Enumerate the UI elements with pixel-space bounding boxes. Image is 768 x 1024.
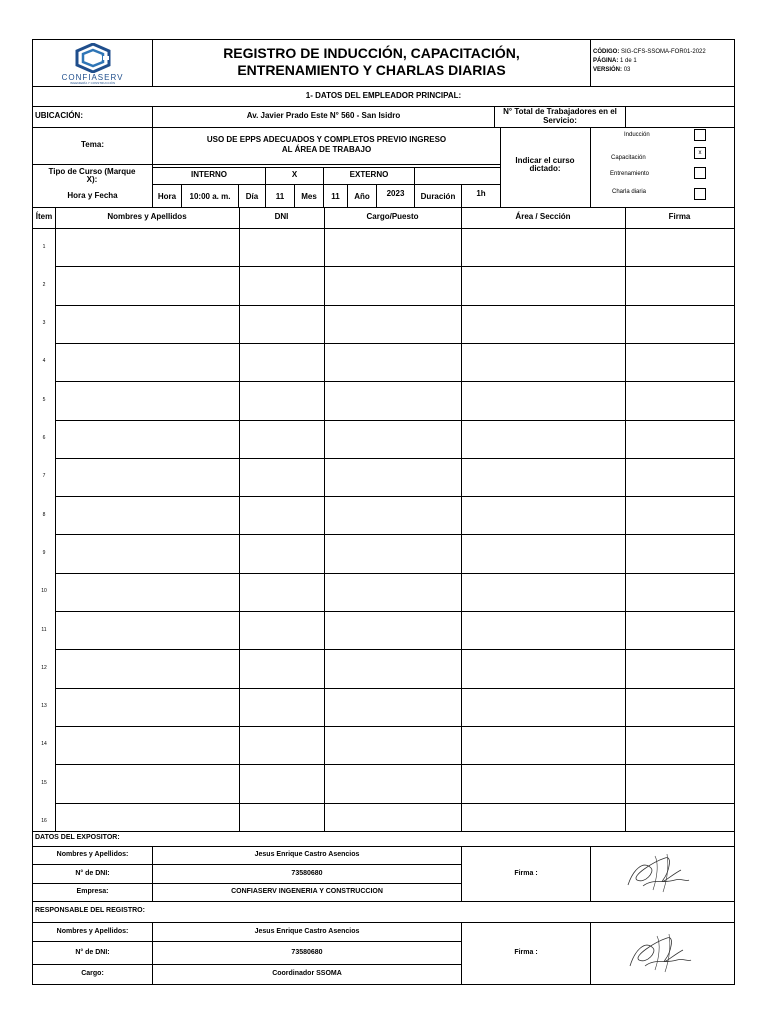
duracion-label: Duración [420,192,456,202]
header-col-nombres: Nombres y Apellidos [107,212,187,222]
cell-firma[interactable] [625,649,734,687]
cell-firma[interactable] [625,458,734,496]
hora-label: Hora [157,192,177,202]
logo-tagline: INGENIERÍA Y CONSTRUCCIÓN [69,81,116,85]
cell-nombres[interactable] [55,611,239,649]
total-trabajadores-value[interactable] [626,106,734,127]
header-col-item: Ítem [35,212,53,222]
cell-firma[interactable] [625,573,734,611]
cell-area[interactable] [461,764,625,802]
cell-firma[interactable] [625,381,734,419]
responsable-nombres-label: Nombres y Apellidos: [56,927,129,935]
expositor-firma-label: Firma : [514,869,538,877]
cell-firma[interactable] [625,266,734,304]
expositor-dni-label: N° de DNI: [75,869,110,877]
responsable-dni-value[interactable]: 73580680 [291,948,323,956]
cell-cargo[interactable] [324,726,461,764]
expositor-empresa-label: Empresa: [76,888,109,896]
form-title-line1: REGISTRO DE INDUCCIÓN, CAPACITACIÓN, [223,45,520,61]
expositor-nombres-label: Nombres y Apellidos: [56,851,129,859]
cell-dni[interactable] [239,305,324,343]
ubicacion-label: UBICACIÓN: [35,111,83,121]
confiaserv-logo-icon [63,43,123,73]
cell-area[interactable] [461,534,625,572]
curso-checkbox-capacitacion[interactable]: x [694,147,706,159]
cell-area[interactable] [461,381,625,419]
expositor-empresa-value[interactable]: CONFIASERV INGENERIA Y CONSTRUCCION [231,888,383,896]
row-item-number: 15 [41,779,47,786]
form-title-line2: ENTRENAMIENTO Y CHARLAS DIARIAS [237,62,506,78]
cell-nombres[interactable] [55,228,239,266]
mes-label: Mes [301,192,317,202]
interno-mark[interactable]: X [291,170,298,180]
cell-area[interactable] [461,611,625,649]
responsable-section-title: RESPONSABLE DEL REGISTRO: [35,907,145,915]
cell-area[interactable] [461,649,625,687]
cell-cargo[interactable] [324,266,461,304]
cell-cargo[interactable] [324,305,461,343]
cell-dni[interactable] [239,726,324,764]
dia-label: Día [245,192,259,202]
pagina-value: 1 de 1 [620,58,637,64]
version-label: VERSIÓN: [593,67,623,73]
header-col-cargo: Cargo/Puesto [366,212,419,222]
cell-cargo[interactable] [324,381,461,419]
row-item-number: 12 [41,664,47,671]
cell-area[interactable] [461,305,625,343]
dia-value[interactable]: 11 [275,192,285,202]
cell-dni[interactable] [239,649,324,687]
cell-dni[interactable] [239,611,324,649]
row-item-number: 5 [42,396,46,403]
tema-label: Tema: [81,140,104,150]
responsable-cargo-value[interactable]: Coordinador SSOMA [272,970,342,978]
curso-option-charla: Charla diaria [612,189,647,195]
hora-value[interactable]: 10:00 a. m. [189,192,231,202]
tema-value-line1: USO DE EPPS ADECUADOS Y COMPLETOS PREVIO INGRESO [206,135,447,144]
cell-area[interactable] [461,688,625,726]
mes-value[interactable]: 11 [331,192,340,202]
cell-area[interactable] [461,420,625,458]
cell-cargo[interactable] [324,420,461,458]
cell-dni[interactable] [239,420,324,458]
duracion-value[interactable]: 1h [476,189,486,199]
cell-cargo[interactable] [324,688,461,726]
cell-dni[interactable] [239,496,324,534]
cell-cargo[interactable] [324,573,461,611]
expositor-signature [623,850,693,895]
row-item-number: 4 [42,358,46,365]
curso-option-induccion: Inducción [624,132,650,138]
row-item-number: 9 [42,549,46,556]
cell-firma[interactable] [625,764,734,802]
version-value: 03 [623,67,631,73]
cell-nombres[interactable] [55,764,239,802]
indicar-curso-label: Indicar el curso dictado: [515,155,575,173]
ubicacion-value[interactable]: Av. Javier Prado Este N° 560 - San Isidro [246,111,401,121]
cell-cargo[interactable] [324,611,461,649]
row-item-number: 6 [42,435,46,442]
cell-nombres[interactable] [55,305,239,343]
attendance-table [33,207,734,831]
anio-label: Año [354,192,370,202]
cell-cargo[interactable] [324,649,461,687]
curso-checkbox-entrenamiento[interactable] [694,167,706,179]
cell-cargo[interactable] [324,534,461,572]
row-item-number: 11 [41,626,47,633]
form-frame [32,39,735,985]
cell-nombres[interactable] [55,534,239,572]
cell-dni[interactable] [239,764,324,802]
cell-firma[interactable] [625,803,734,841]
cell-area[interactable] [461,266,625,304]
cell-firma[interactable] [625,496,734,534]
cell-dni[interactable] [239,458,324,496]
row-item-number: 10 [41,588,47,595]
cell-nombres[interactable] [55,649,239,687]
hora-fecha-label: Hora y Fecha [67,190,118,200]
cell-dni[interactable] [239,534,324,572]
header-col-dni: DNI [274,212,289,222]
header-col-area: Área / Sección [515,212,571,222]
tema-value[interactable] [153,135,500,155]
cell-nombres[interactable] [55,688,239,726]
cell-firma[interactable] [625,343,734,381]
cell-area[interactable] [461,803,625,841]
cell-cargo[interactable] [324,764,461,802]
codigo-value: SIG-CFS-SSOMA-FOR01-2022 [621,49,706,55]
responsable-signature [625,928,695,973]
cell-area[interactable] [461,458,625,496]
cell-cargo[interactable] [324,803,461,841]
curso-checkbox-induccion[interactable] [694,129,706,141]
anio-value[interactable]: 2023 [386,189,405,199]
curso-checkbox-charla[interactable] [694,188,706,200]
cell-nombres[interactable] [55,458,239,496]
row-item-number: 13 [41,703,47,710]
cell-firma[interactable] [625,611,734,649]
row-item-number: 16 [41,818,47,825]
cell-area[interactable] [461,228,625,266]
expositor-section-title: DATOS DEL EXPOSITOR: [35,834,120,842]
responsable-dni-label: N° de DNI: [75,948,110,956]
tipo-curso-label: Tipo de Curso (Marque X): [48,166,136,184]
cell-dni[interactable] [239,688,324,726]
row-item-number: 2 [42,281,46,288]
externo-label: EXTERNO [349,170,389,180]
cell-area[interactable] [461,573,625,611]
cell-firma[interactable] [625,228,734,266]
cell-nombres[interactable] [55,381,239,419]
cell-firma[interactable] [625,420,734,458]
codigo-label: CÓDIGO: [593,49,620,55]
curso-option-entrenamiento: Entrenamiento [610,171,650,177]
cell-firma[interactable] [625,534,734,572]
cell-nombres[interactable] [55,343,239,381]
row-item-number: 8 [42,511,46,518]
cell-area[interactable] [461,496,625,534]
cell-cargo[interactable] [324,496,461,534]
pagina-label: PÁGINA: [593,58,619,64]
externo-mark[interactable] [415,167,500,184]
cell-cargo[interactable] [324,458,461,496]
interno-label: INTERNO [191,170,227,180]
cell-nombres[interactable] [55,573,239,611]
cell-firma[interactable] [625,688,734,726]
expositor-nombres-value[interactable]: Jesus Enrique Castro Asencios [254,851,360,859]
row-item-number: 7 [42,473,46,480]
form-title [153,45,590,79]
total-trabajadores-label: N° Total de Trabajadores en el Servicio: [503,107,617,125]
responsable-firma-label: Firma : [514,949,538,957]
cell-dni[interactable] [239,228,324,266]
section1-title: 1- DATOS DEL EMPLEADOR PRINCIPAL: [305,90,462,100]
cell-dni[interactable] [239,381,324,419]
cell-cargo[interactable] [324,228,461,266]
responsable-nombres-value[interactable]: Jesus Enrique Castro Asencios [254,927,360,935]
cell-dni[interactable] [239,343,324,381]
cell-dni[interactable] [239,266,324,304]
responsable-cargo-label: Cargo: [81,970,104,978]
cell-firma[interactable] [625,305,734,343]
curso-option-capacitacion: Capacitación [611,155,646,161]
cell-nombres[interactable] [55,496,239,534]
header-col-firma: Firma [668,212,691,222]
row-item-number: 14 [41,741,47,748]
logo-text: CONFIASERV [61,73,124,82]
row-item-number: 3 [42,320,46,327]
cell-area[interactable] [461,726,625,764]
cell-nombres[interactable] [55,266,239,304]
cell-firma[interactable] [625,726,734,764]
cell-nombres[interactable] [55,726,239,764]
expositor-dni-value[interactable]: 73580680 [291,869,323,877]
cell-cargo[interactable] [324,343,461,381]
cell-area[interactable] [461,343,625,381]
tema-value-line2: AL ÁREA DE TRABAJO [281,145,372,154]
company-logo [33,40,152,86]
document-control [593,48,733,75]
cell-dni[interactable] [239,573,324,611]
cell-nombres[interactable] [55,420,239,458]
row-item-number: 1 [42,243,46,250]
